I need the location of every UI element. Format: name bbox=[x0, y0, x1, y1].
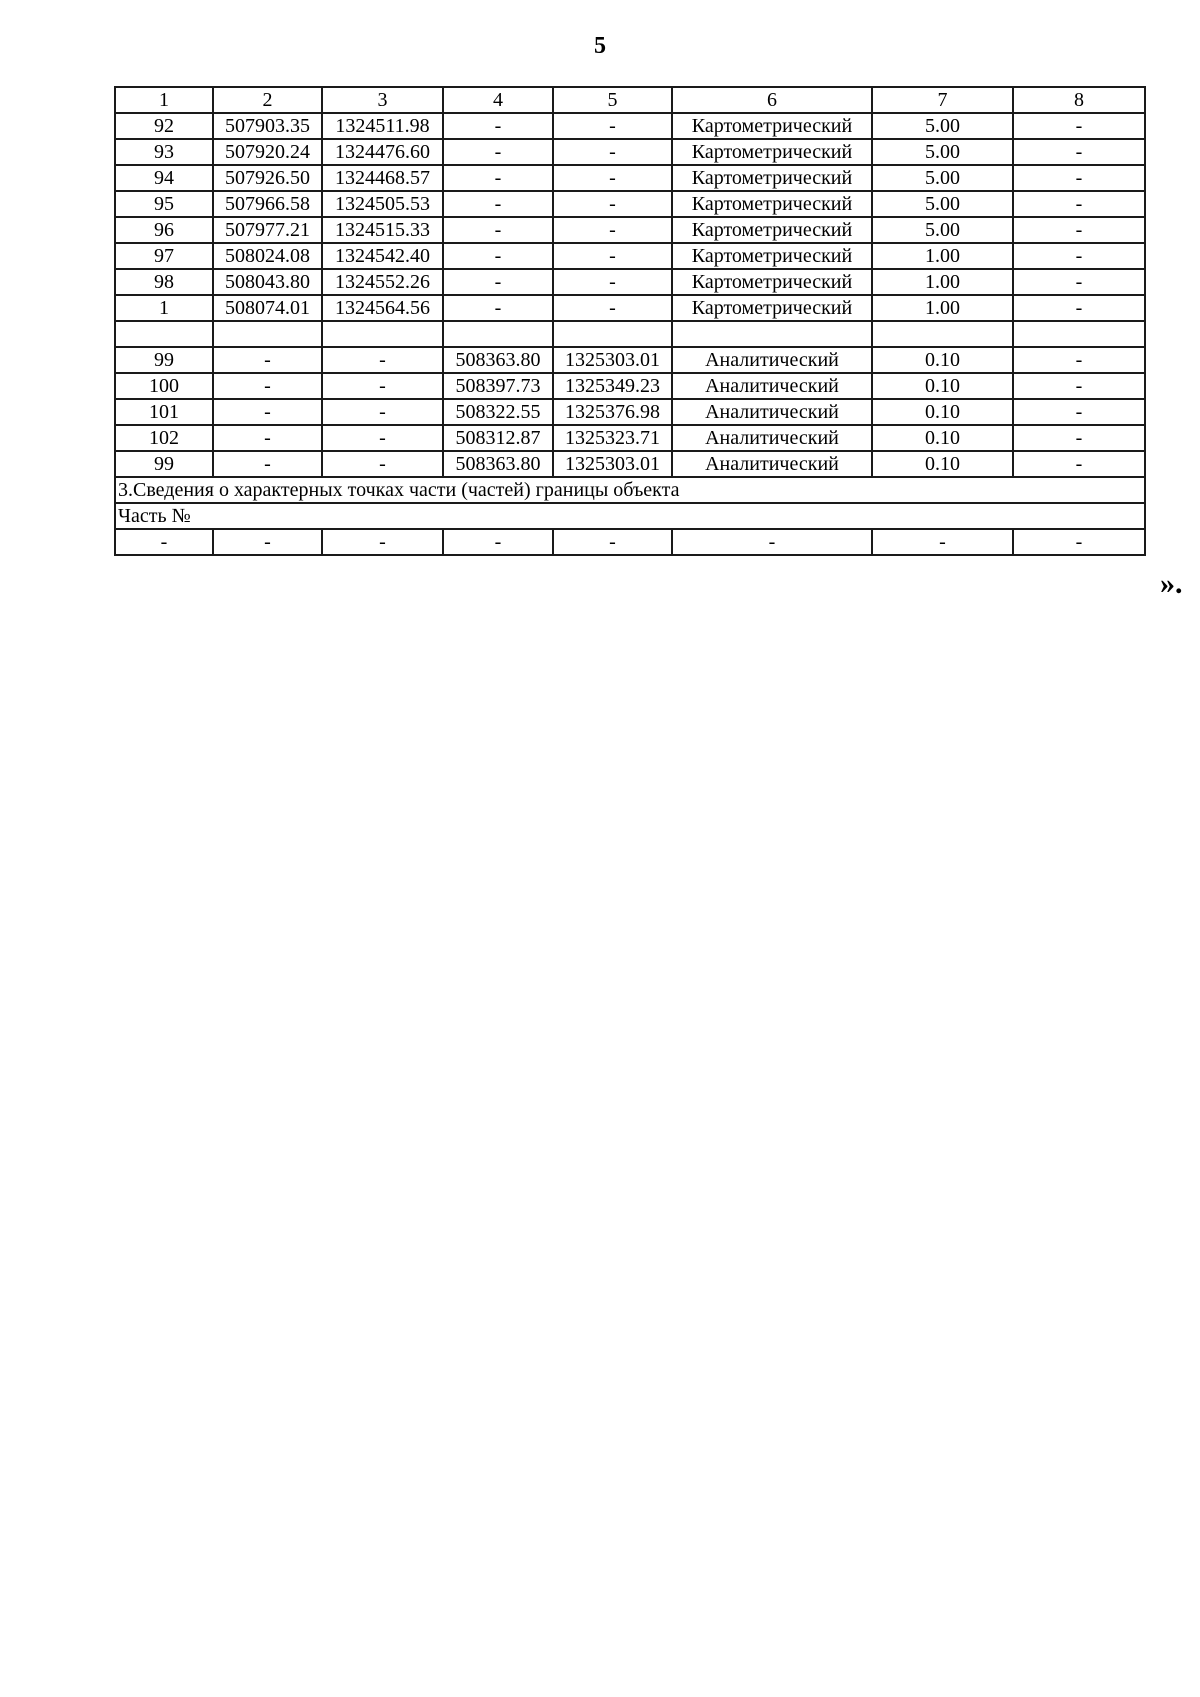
table-cell-col-1 bbox=[115, 321, 213, 347]
table-cell-col-5: 5 bbox=[553, 87, 672, 113]
table-cell-col-7: 0.10 bbox=[872, 399, 1013, 425]
table-cell-col-1: 101 bbox=[115, 399, 213, 425]
table-cell-col-2: - bbox=[213, 399, 322, 425]
page-number: 5 bbox=[594, 33, 606, 59]
table-cell-col-3: 1324476.60 bbox=[322, 139, 443, 165]
part-label-row bbox=[115, 503, 1145, 529]
table-header-row bbox=[115, 87, 1145, 113]
table-cell-col-1: 1 bbox=[115, 87, 213, 113]
table-cell-col-3: - bbox=[322, 451, 443, 477]
table-cell-col-8: - bbox=[1013, 529, 1145, 555]
table-cell-col-8: - bbox=[1013, 295, 1145, 321]
table-cell-col-5: 1325349.23 bbox=[553, 373, 672, 399]
table-cell-col-3: 1324542.40 bbox=[322, 243, 443, 269]
table-cell-col-4: 508312.87 bbox=[443, 425, 553, 451]
table-cell-col-3: 1324511.98 bbox=[322, 113, 443, 139]
table-cell-col-3: - bbox=[322, 373, 443, 399]
table-cell-col-1: 97 bbox=[115, 243, 213, 269]
table-cell-col-6: Картометрический bbox=[672, 165, 872, 191]
table-cell-col-8: - bbox=[1013, 451, 1145, 477]
table-cell-col-1: - bbox=[115, 529, 213, 555]
table-cell-col-4: - bbox=[443, 217, 553, 243]
table-cell-col-5: - bbox=[553, 191, 672, 217]
table-cell-col-2: 508024.08 bbox=[213, 243, 322, 269]
table-cell-col-7: 5.00 bbox=[872, 165, 1013, 191]
table-cell-col-5 bbox=[553, 321, 672, 347]
table-cell-col-6: Картометрический bbox=[672, 113, 872, 139]
table-cell-col-6: Аналитический bbox=[672, 425, 872, 451]
table-cell-col-8 bbox=[1013, 321, 1145, 347]
table-row bbox=[115, 269, 1145, 295]
table-row bbox=[115, 451, 1145, 477]
table-cell-col-5: - bbox=[553, 165, 672, 191]
table-cell-col-7: 1.00 bbox=[872, 295, 1013, 321]
table-cell-col-7: 0.10 bbox=[872, 347, 1013, 373]
table-row bbox=[115, 373, 1145, 399]
table-cell-col-6: - bbox=[672, 529, 872, 555]
table-cell-col-1: 99 bbox=[115, 451, 213, 477]
table-cell-col-7: 0.10 bbox=[872, 373, 1013, 399]
table-row bbox=[115, 399, 1145, 425]
table-cell-col-6: Картометрический bbox=[672, 217, 872, 243]
table-cell-col-7: 5.00 bbox=[872, 113, 1013, 139]
table-cell-col-6: Картометрический bbox=[672, 269, 872, 295]
table-cell-col-8: - bbox=[1013, 373, 1145, 399]
table-cell-col-7: 1.00 bbox=[872, 269, 1013, 295]
table-row bbox=[115, 243, 1145, 269]
table-cell-col-4 bbox=[443, 321, 553, 347]
table-cell-col-1: 1 bbox=[115, 295, 213, 321]
table-cell-col-8: - bbox=[1013, 217, 1145, 243]
table-cell-col-5: - bbox=[553, 529, 672, 555]
table-cell-col-8: - bbox=[1013, 425, 1145, 451]
part-label-row-text: Часть № bbox=[115, 503, 1145, 529]
table-cell-col-5: 1325323.71 bbox=[553, 425, 672, 451]
table-cell-col-5: - bbox=[553, 217, 672, 243]
table-cell-col-7: 5.00 bbox=[872, 139, 1013, 165]
table-cell-col-4: - bbox=[443, 191, 553, 217]
table-row bbox=[115, 113, 1145, 139]
table-cell-col-4: - bbox=[443, 269, 553, 295]
table-cell-col-6: Аналитический bbox=[672, 373, 872, 399]
table-cell-col-7: 5.00 bbox=[872, 191, 1013, 217]
table-cell-col-6 bbox=[672, 321, 872, 347]
table-cell-col-4: 508397.73 bbox=[443, 373, 553, 399]
table-cell-col-8: - bbox=[1013, 269, 1145, 295]
table-cell-col-2: - bbox=[213, 451, 322, 477]
table-cell-col-3: - bbox=[322, 399, 443, 425]
table-cell-col-4: 508363.80 bbox=[443, 451, 553, 477]
table-cell-col-6: Аналитический bbox=[672, 451, 872, 477]
table-cell-col-1: 96 bbox=[115, 217, 213, 243]
table-cell-col-7: 1.00 bbox=[872, 243, 1013, 269]
table-blank-row bbox=[115, 321, 1145, 347]
table-cell-col-3: 1324468.57 bbox=[322, 165, 443, 191]
table-cell-col-1: 98 bbox=[115, 269, 213, 295]
table-cell-col-4: 508363.80 bbox=[443, 347, 553, 373]
table-cell-col-5: - bbox=[553, 269, 672, 295]
table-cell-col-2: 507903.35 bbox=[213, 113, 322, 139]
table-row bbox=[115, 347, 1145, 373]
table-cell-col-4: - bbox=[443, 113, 553, 139]
table-cell-col-5: - bbox=[553, 243, 672, 269]
table-cell-col-8: - bbox=[1013, 243, 1145, 269]
table-body bbox=[115, 87, 1145, 555]
table-cell-col-3: - bbox=[322, 425, 443, 451]
table-cell-col-7: 5.00 bbox=[872, 217, 1013, 243]
table-cell-col-4: 4 bbox=[443, 87, 553, 113]
table-cell-col-2: 507966.58 bbox=[213, 191, 322, 217]
coordinates-table bbox=[114, 86, 1146, 556]
table-cell-col-3: - bbox=[322, 529, 443, 555]
table-cell-col-1: 94 bbox=[115, 165, 213, 191]
table-cell-col-1: 95 bbox=[115, 191, 213, 217]
table-cell-col-1: 93 bbox=[115, 139, 213, 165]
table-cell-col-4: - bbox=[443, 139, 553, 165]
table-cell-col-7: 7 bbox=[872, 87, 1013, 113]
table-cell-col-5: - bbox=[553, 139, 672, 165]
table-cell-col-4: - bbox=[443, 529, 553, 555]
table-cell-col-2: 508074.01 bbox=[213, 295, 322, 321]
table-row bbox=[115, 139, 1145, 165]
closing-quote-mark: ». bbox=[1160, 567, 1183, 600]
table-cell-col-3: 1324552.26 bbox=[322, 269, 443, 295]
table-cell-col-7: 0.10 bbox=[872, 451, 1013, 477]
table-cell-col-2: - bbox=[213, 373, 322, 399]
table-cell-col-2: 507920.24 bbox=[213, 139, 322, 165]
table-cell-col-2: 507926.50 bbox=[213, 165, 322, 191]
table-cell-col-8: - bbox=[1013, 399, 1145, 425]
table-cell-col-4: - bbox=[443, 165, 553, 191]
table-cell-col-2 bbox=[213, 321, 322, 347]
table-cell-col-3: 1324564.56 bbox=[322, 295, 443, 321]
table-cell-col-4: - bbox=[443, 295, 553, 321]
table-cell-col-5: 1325303.01 bbox=[553, 347, 672, 373]
table-row bbox=[115, 165, 1145, 191]
table-row-final bbox=[115, 529, 1145, 555]
table-cell-col-7: 0.10 bbox=[872, 425, 1013, 451]
table-cell-col-6: Аналитический bbox=[672, 399, 872, 425]
table-cell-col-3: 3 bbox=[322, 87, 443, 113]
table-cell-col-6: Картометрический bbox=[672, 191, 872, 217]
table-row bbox=[115, 295, 1145, 321]
table-cell-col-2: - bbox=[213, 347, 322, 373]
table-cell-col-8: 8 bbox=[1013, 87, 1145, 113]
table-cell-col-6: Картометрический bbox=[672, 295, 872, 321]
table-row bbox=[115, 425, 1145, 451]
table-cell-col-8: - bbox=[1013, 113, 1145, 139]
table-cell-col-7: - bbox=[872, 529, 1013, 555]
table-cell-col-1: 92 bbox=[115, 113, 213, 139]
table-cell-col-2: - bbox=[213, 529, 322, 555]
table-cell-col-8: - bbox=[1013, 191, 1145, 217]
table-cell-col-2: 2 bbox=[213, 87, 322, 113]
table-cell-col-3: - bbox=[322, 347, 443, 373]
table-cell-col-5: 1325303.01 bbox=[553, 451, 672, 477]
table-cell-col-7 bbox=[872, 321, 1013, 347]
table-cell-col-6: Картометрический bbox=[672, 139, 872, 165]
table-cell-col-3 bbox=[322, 321, 443, 347]
table-cell-col-4: - bbox=[443, 243, 553, 269]
table-cell-col-1: 100 bbox=[115, 373, 213, 399]
table-cell-col-2: 508043.80 bbox=[213, 269, 322, 295]
table-cell-col-6: 6 bbox=[672, 87, 872, 113]
table-cell-col-8: - bbox=[1013, 347, 1145, 373]
table-cell-col-4: 508322.55 bbox=[443, 399, 553, 425]
section-title-row-text: 3.Сведения о характерных точках части (частей) границы объекта bbox=[115, 477, 1145, 503]
table-cell-col-1: 99 bbox=[115, 347, 213, 373]
table-cell-col-2: - bbox=[213, 425, 322, 451]
table-cell-col-8: - bbox=[1013, 139, 1145, 165]
table-cell-col-6: Аналитический bbox=[672, 347, 872, 373]
table-cell-col-6: Картометрический bbox=[672, 243, 872, 269]
table-cell-col-5: - bbox=[553, 113, 672, 139]
table-row bbox=[115, 217, 1145, 243]
table-cell-col-3: 1324505.53 bbox=[322, 191, 443, 217]
table-cell-col-8: - bbox=[1013, 165, 1145, 191]
table-row bbox=[115, 191, 1145, 217]
table-cell-col-5: - bbox=[553, 295, 672, 321]
section-title-row bbox=[115, 477, 1145, 503]
table-cell-col-1: 102 bbox=[115, 425, 213, 451]
table-cell-col-5: 1325376.98 bbox=[553, 399, 672, 425]
table-cell-col-3: 1324515.33 bbox=[322, 217, 443, 243]
table-cell-col-2: 507977.21 bbox=[213, 217, 322, 243]
